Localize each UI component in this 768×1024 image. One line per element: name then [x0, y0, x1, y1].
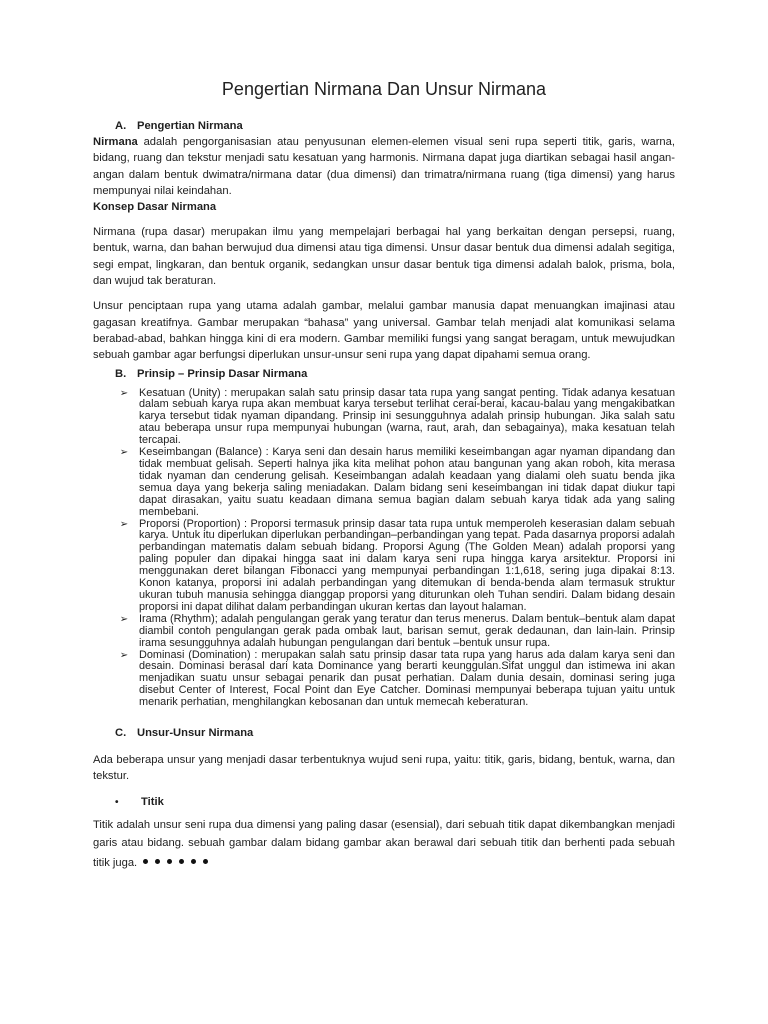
list-item-keseimbangan	[116, 447, 675, 518]
dot-mark-icon	[155, 859, 160, 864]
paragraph-konsep: Nirmana (rupa dasar) merupakan ilmu yang mempelajari berbagai hal yang berkaitan dengan persepsi, ruang, bentuk, warna, dan bahan berwujud dua dimensi atau tiga dimensi. Unsur dasar bentuk dua dimensi adalah segitiga, segi empat, lingkaran, dan bentuk organik, sedangkan unsur dasar bentuk tiga dimensi adalah balok, prisma, bola, dan wujud tak beraturan.	[93, 226, 675, 288]
titik-text: Titik adalah unsur seni rupa dua dimensi yang paling dasar (esensial), dari sebuah titik dapat dikembangkan menjadi garis atau bidang. sebuah gambar dalam bidang gambar akan berawal dari sebuah titik dan berhenti pada sebuah titik juga.	[93, 818, 675, 869]
paragraph-gambar: Unsur penciptaan rupa yang utama adalah gambar, melalui gambar manusia dapat menuangkan imajinasi atau gagasan kreatifnya. Gambar merupakan “bahasa” yang universal. Gambar telah menjadi alat komunikasi selama berabad-abad, bahkan hingga kini di era modern. Gambar memiliki fungsi yang sangat beragam, untuk mewujudkan sebuah gambar agar berfungsi diperlukan unsur-unsur seni rupa yang dapat dipahami semua orang.	[93, 300, 675, 362]
dot-mark-icon	[167, 859, 172, 864]
titik-title: Titik	[141, 795, 164, 808]
section-a-title: Pengertian Nirmana	[137, 120, 243, 132]
dots-illustration	[143, 852, 215, 870]
list-item-irama	[116, 614, 675, 650]
dot-mark-icon	[203, 859, 208, 864]
list-item-text: Keseimbangan (Balance) : Karya seni dan desain harus memiliki keseimbangan agar nyaman dipandang dan tidak membuat gelisah. Seperti halnya jika kita melihat pohon atau bangunan yang akan roboh, kita merasa tidak nyaman dan cenderung gelisah. Keseimbangan adalah keadaan yang dialami oleh suatu benda jika semua daya yang bekerja saling meniadakan. Dalam bidang seni keseimbangan ini tidak dapat diukur tapi dapat dirasakan, yaitu suatu keadaan dimana semua bagian dalam sebuah karya tidak ada yang saling membebani.	[139, 446, 675, 518]
paragraph-unsur: Ada beberapa unsur yang menjadi dasar terbentuknya wujud seni rupa, yaitu: titik, garis, bidang, bentuk, warna, dan tekstur.	[93, 754, 675, 783]
arrow-bullet-icon: ➢	[119, 387, 129, 399]
definition-text: adalah pengorganisasian atau penyusunan elemen-elemen visual seni rupa seperti titik, garis, warna, bidang, ruang dan tekstur menjadi satu kesatuan yang harmonis. Nirmana dapat juga diartikan sebagai hasil anganangan dalam bentuk dwimatra/nirmana datar (dua dimensi) dan trimatra/nirmana ruang (tiga dimensi) yang harus mempunyai nilai keindahan.	[93, 136, 675, 197]
paragraph-definition	[93, 134, 675, 199]
section-c-letter: C.	[115, 727, 127, 740]
list-item-kesatuan	[116, 388, 675, 448]
dot-mark-icon	[143, 859, 148, 864]
paragraph-titik	[93, 816, 675, 872]
list-item-text: Kesatuan (Unity) : merupakan salah satu prinsip dasar tata rupa yang sangat penting. Tidak adanya kesatuan dalam sebuah karya rupa akan membuat karya tersebut terlihat cerai-berai, kacau-balau yang mengakibatkan karya tersebut tidak nyaman dipandang. Prinsip ini sesungguhnya adalah prinsip hubungan. Jika salah satu atau beberapa unsur rupa mempunyai hubungan (warna, raut, arah, dan sebagainya), maka kesatuan telah tercapai.	[139, 386, 675, 447]
list-item-proporsi	[116, 519, 675, 614]
section-b-title: Prinsip – Prinsip Dasar Nirmana	[137, 367, 308, 380]
document-title: Pengertian Nirmana Dan Unsur Nirmana	[221, 79, 547, 99]
prinsip-list	[93, 388, 675, 709]
arrow-bullet-icon: ➢	[119, 613, 129, 625]
dot-mark-icon	[179, 859, 184, 864]
list-item-text: Dominasi (Domination) : merupakan salah satu prinsip dasar tata rupa yang harus ada dalam karya seni dan desain. Dominasi berasal dari kata Dominance yang berarti keunggulan.Sifat unggul dan istimewa ini akan menjadikan suatu unsur sebagai penarik dan pusat perhatian. Dalam dunia desain, dominasi sering juga disebut Center of Interest, Focal Point dan Eye Catcher. Dominasi mempunyai beberapa tujuan yaitu untuk menarik perhatian, menghilangkan kebosanan dan untuk memecah keberaturan.	[139, 648, 675, 709]
section-b-letter: B.	[115, 367, 127, 380]
dot-mark-icon	[191, 859, 196, 864]
section-c-title: Unsur-Unsur Nirmana	[137, 727, 254, 740]
arrow-bullet-icon: ➢	[119, 649, 129, 661]
term-nirmana: Nirmana	[93, 136, 138, 148]
list-item-text: Proporsi (Proportion) : Proporsi termasuk prinsip dasar tata rupa untuk memperoleh keserasian dalam sebuah karya. Untuk itu diperlukan diperlukan perbandingan–perbandingan yang tepat. Pada dasarnya proporsi adalah perbandingan matematis dalam sebuah bidang. Proporsi Agung (The Golden Mean) adalah proporsi yang paling populer dan dipakai hingga saat ini dalam karya seni rupa hingga karya arsitektur. Proporsi ini menggunakan deret bilangan Fibonacci yang mempunyai perbandingan 1:1,618, sering juga dipakai 8:13. Konon katanya, proporsi ini adalah perbandingan yang ditemukan di benda-benda alam termasuk struktur ukuran tubuh manusia sehingga dianggap proporsi yang diturunkan oleh Tuhan sendiri. Dalam bidang desain proporsi ini dapat dilihat dalam perbandingan ukuran kertas dan layout halaman.	[139, 517, 675, 613]
arrow-bullet-icon: ➢	[119, 518, 129, 530]
titik-heading	[93, 795, 675, 810]
section-a-heading	[93, 119, 675, 134]
section-a-letter: A.	[115, 120, 127, 132]
list-item-text: Irama (Rhythm); adalah pengulangan gerak yang teratur dan terus menerus. Dalam bentuk–bentuk alam dapat diambil contoh pengulangan gerak pada ombak laut, barisan semut, gerak dedaunan, dan lain-lain. Prinsip irama sesungguhnya adalah hubungan pengulangan dari bentuk –bentuk unsur rupa.	[139, 612, 675, 649]
section-c-heading	[93, 726, 675, 741]
section-b-heading	[93, 367, 675, 382]
list-item-dominasi	[116, 650, 675, 710]
arrow-bullet-icon: ➢	[119, 447, 129, 459]
konsep-heading: Konsep Dasar Nirmana	[93, 201, 217, 214]
bullet-dot-icon: •	[115, 796, 119, 808]
